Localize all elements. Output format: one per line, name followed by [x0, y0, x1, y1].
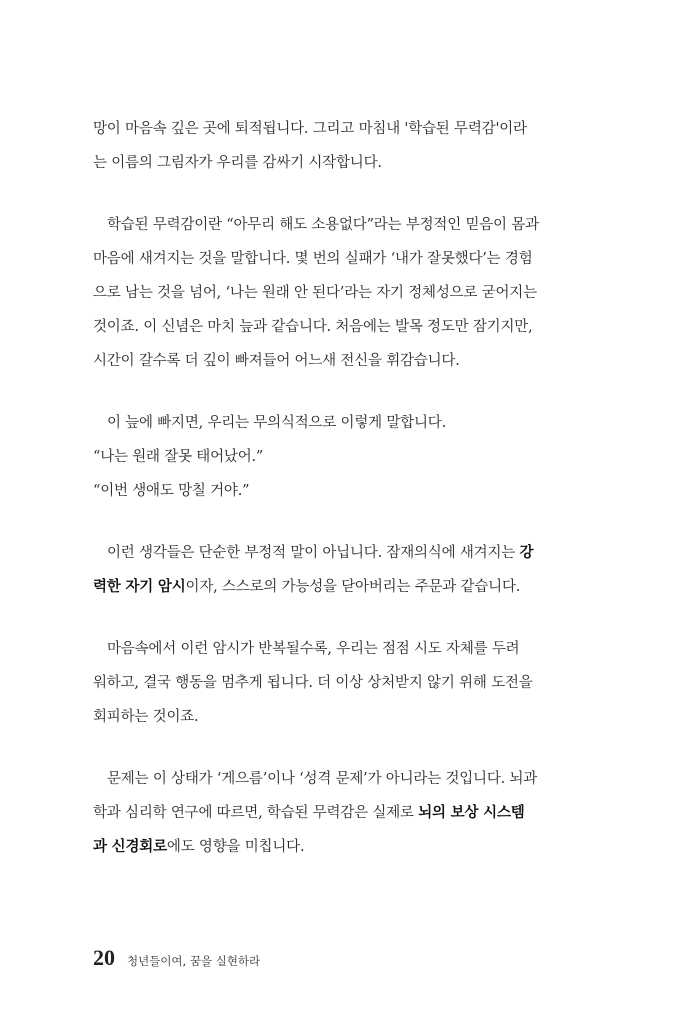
paragraph-2 [93, 208, 583, 378]
running-title: 청년들이여, 꿈을 실현하라 [127, 954, 261, 968]
text-span: 학과 심리학 연구에 따르면, 학습된 무력감은 실제로 [93, 805, 419, 821]
book-page-body [93, 112, 583, 864]
text-span: 이자, 스스로의 가능성을 닫아버리는 주문과 같습니다. [185, 579, 521, 595]
emphasis-text: 강 [519, 544, 534, 561]
paragraph-3 [93, 406, 583, 508]
paragraph-6 [93, 762, 583, 864]
text-line: 것이죠. 이 신념은 마치 늪과 같습니다. 처음에는 발목 정도만 잠기지만, [93, 319, 533, 335]
text-line [93, 536, 583, 570]
text-line: 시간이 갈수록 더 깊이 빠져들어 어느새 전신을 휘감습니다. [93, 353, 460, 369]
text-line: 망이 마음속 깊은 곳에 퇴적됩니다. 그리고 마침내 '학습된 무력감'이라 [93, 121, 527, 137]
emphasis-text: 뇌의 보상 시스템 [418, 804, 525, 821]
text-line [93, 830, 583, 864]
page-number: 20 [93, 945, 115, 970]
text-line: 문제는 이 상태가 ‘게으름’이나 ‘성격 문제’가 아니라는 것입니다. 뇌과 [107, 771, 538, 787]
text-line: 학습된 무력감이란 “아무리 해도 소용없다”라는 부정적인 믿음이 몸과 [107, 217, 539, 233]
text-line: 는 이름의 그림자가 우리를 감싸기 시작합니다. [93, 155, 382, 171]
paragraph-5 [93, 632, 583, 734]
quote-line: “나는 원래 잘못 태어났어.” [93, 449, 264, 465]
text-line: 워하고, 결국 행동을 멈추게 됩니다. 더 이상 상처받지 않기 위해 도전을 [93, 675, 533, 691]
text-line: 회피하는 것이죠. [93, 709, 199, 725]
text-line: 마음속에서 이런 암시가 반복될수록, 우리는 점점 시도 자체를 두려 [107, 641, 520, 657]
text-span: 에도 영향을 미칩니다. [166, 839, 305, 855]
text-line [93, 796, 583, 830]
emphasis-text: 력한 자기 암시 [93, 578, 186, 595]
text-line: 마음에 새겨지는 것을 말합니다. 몇 번의 실패가 ‘내가 잘못했다’는 경험 [93, 251, 533, 267]
quote-line: “이번 생애도 망칠 거야.” [93, 483, 250, 499]
page-footer [93, 945, 260, 971]
text-span: 이런 생각들은 단순한 부정적 말이 아닙니다. 잠재의식에 새겨지는 [107, 545, 520, 561]
text-line [93, 570, 583, 604]
emphasis-text: 과 신경회로 [93, 838, 167, 855]
text-line: 으로 남는 것을 넘어, ‘나는 원래 안 된다’라는 자기 정체성으로 굳어지는 [93, 285, 537, 301]
text-line: 이 늪에 빠지면, 우리는 무의식적으로 이렇게 말합니다. [107, 415, 447, 431]
paragraph-4 [93, 536, 583, 604]
paragraph-1 [93, 112, 583, 180]
